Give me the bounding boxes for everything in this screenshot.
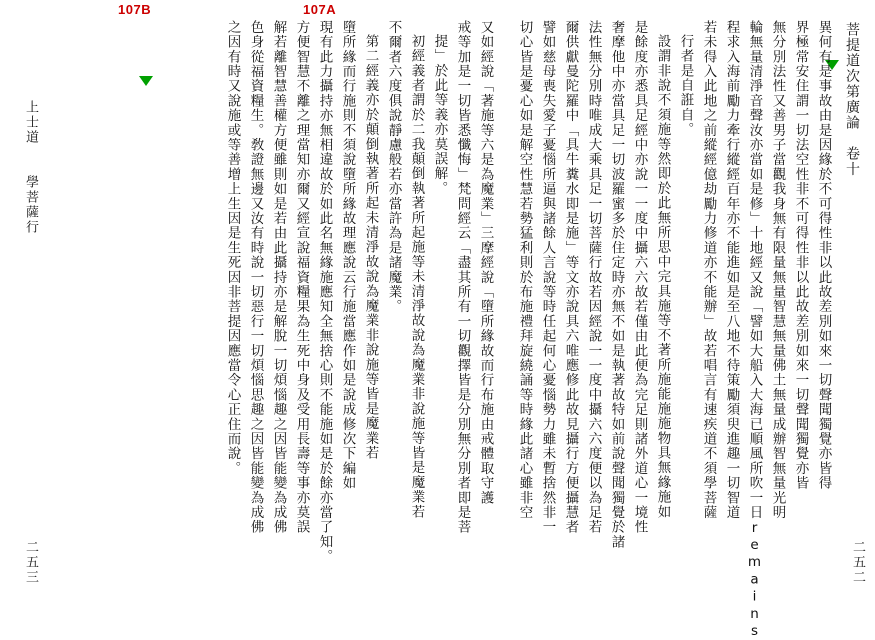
folio-left: 二五三: [23, 540, 38, 585]
page-marker-107b: 107B: [118, 2, 152, 17]
text-column-l9: 方便智慧不離之理當知亦爾又經宣說福資糧果為生死中身及受用長壽等事亦莫誤: [293, 20, 310, 535]
folio-right: 二五二: [850, 540, 865, 585]
text-column-r13: 譬如慈母喪失愛子憂惱所逼與諸餘人言說等時任起何心憂惱勢力雖未暫捨然非一: [539, 20, 556, 535]
page-marker-107a: 107A: [303, 2, 337, 17]
text-column-r14: 切心皆是憂心如是解空性慧若勢猛利則於布施禮拜旋繞誦等時緣此諸心雖非空: [516, 20, 533, 520]
text-column-r8: 設謂非說不須施等然即於此無所思中完具施等不著所施能施施物具無緣施如: [654, 34, 671, 520]
side-label-section: 上士道: [23, 100, 38, 145]
text-column-r6: 若未得入此地之前縱經億劫勵力修道亦不能辦」故若唱言有速疾道不須學菩薩: [700, 20, 717, 520]
side-label-subsection: 學菩薩行: [23, 175, 38, 235]
text-column-l8: 現有此力攝持亦無相違故於如此名無緣施應知全無捨心則不能施如是於餘亦當了知。: [316, 20, 333, 564]
text-column-l4: 初經義者謂於二我顛倒執著所起施等未清淨故說為魔業非說施等皆是魔業若: [408, 34, 425, 520]
text-column-r12: 爾供獻曼陀羅中「具牛糞水即是施」等文亦說具六唯應修此故見攝行方便攝慧者: [562, 20, 579, 535]
text-column-r1: 異何有是事故由是因緣於不可得性非以此故差別如來一切聲聞獨覺亦皆得: [815, 20, 832, 491]
text-column-l3: 提」於此等義亦莫誤解。: [431, 34, 448, 196]
text-column-l2: 戒等加是一切皆悉懺悔」梵問經云「盡其所有一切觀擇皆是分別無分別者即是菩: [454, 20, 471, 535]
text-column-l5: 不爾者六度俱說靜慮般若亦當許為是諸魔業。: [385, 20, 402, 314]
text-column-l11: 色身從福資糧生。敎證無邊又汝有時說一切惡行一切煩惱思趣之因皆能變為成佛: [247, 20, 264, 535]
text-column-r7: 行者是自誑自。: [677, 34, 694, 137]
text-column-r9: 是餘度亦悉具足經中亦說一一度中攝六六故若僅由此便為完足則諸外道心一境性: [631, 20, 648, 535]
text-column-r10: 奢摩他中亦當具足一切波羅蜜多於住定時亦無不如是執著故特如前說聲聞獨覺於諸: [608, 20, 625, 550]
text-column-r3: 無分別法性又善男子當觀我身無有限量無量智慧無量佛土無量成辦智無量光明: [769, 20, 786, 520]
green-triangle-annotation-left: [139, 76, 153, 86]
text-column-r2: 界極常安住謂一切法空性非不可得性非以此故差別如來一切聲聞獨覺亦皆: [792, 20, 809, 491]
text-column-l7: 墮所緣而行施則不須說墮所緣故理應說云行施當應作如是說成修次下編如: [339, 20, 356, 491]
text-column-r4: 輪無量清淨音聲汝亦當如是修」十地經又說「譬如大船入大海已順風所吹一日remains: [746, 20, 763, 640]
text-column-l1: 又如經說「著施等六是為魔業」三摩經說「墮所緣故而行布施由戒體取守護: [477, 20, 494, 506]
text-column-r5: 程求入海前勵力牽行縱經百年亦不能進如是至八地不待策勵須臾進趣一切智道: [723, 20, 740, 520]
right-page-title: 菩提道次第廣論 卷十: [844, 22, 860, 177]
text-column-l6: 第二經義亦於顛倒執著所起未清淨故說為魔業非說施等皆是魔業若: [362, 34, 379, 461]
text-column-l12: 之因有時又說施或等善增上生因是生死因非菩提因應當令心正住而說。: [224, 20, 241, 476]
text-column-l10: 解若離智慧善權方便雖則如是若由此攝持亦是解脫一切煩惱趣之因皆能變為成佛: [270, 20, 287, 535]
text-column-r11: 法性無分別時唯成大乘具足一切菩薩行故若因經說一一度中攝六六度便以為足若: [585, 20, 602, 535]
